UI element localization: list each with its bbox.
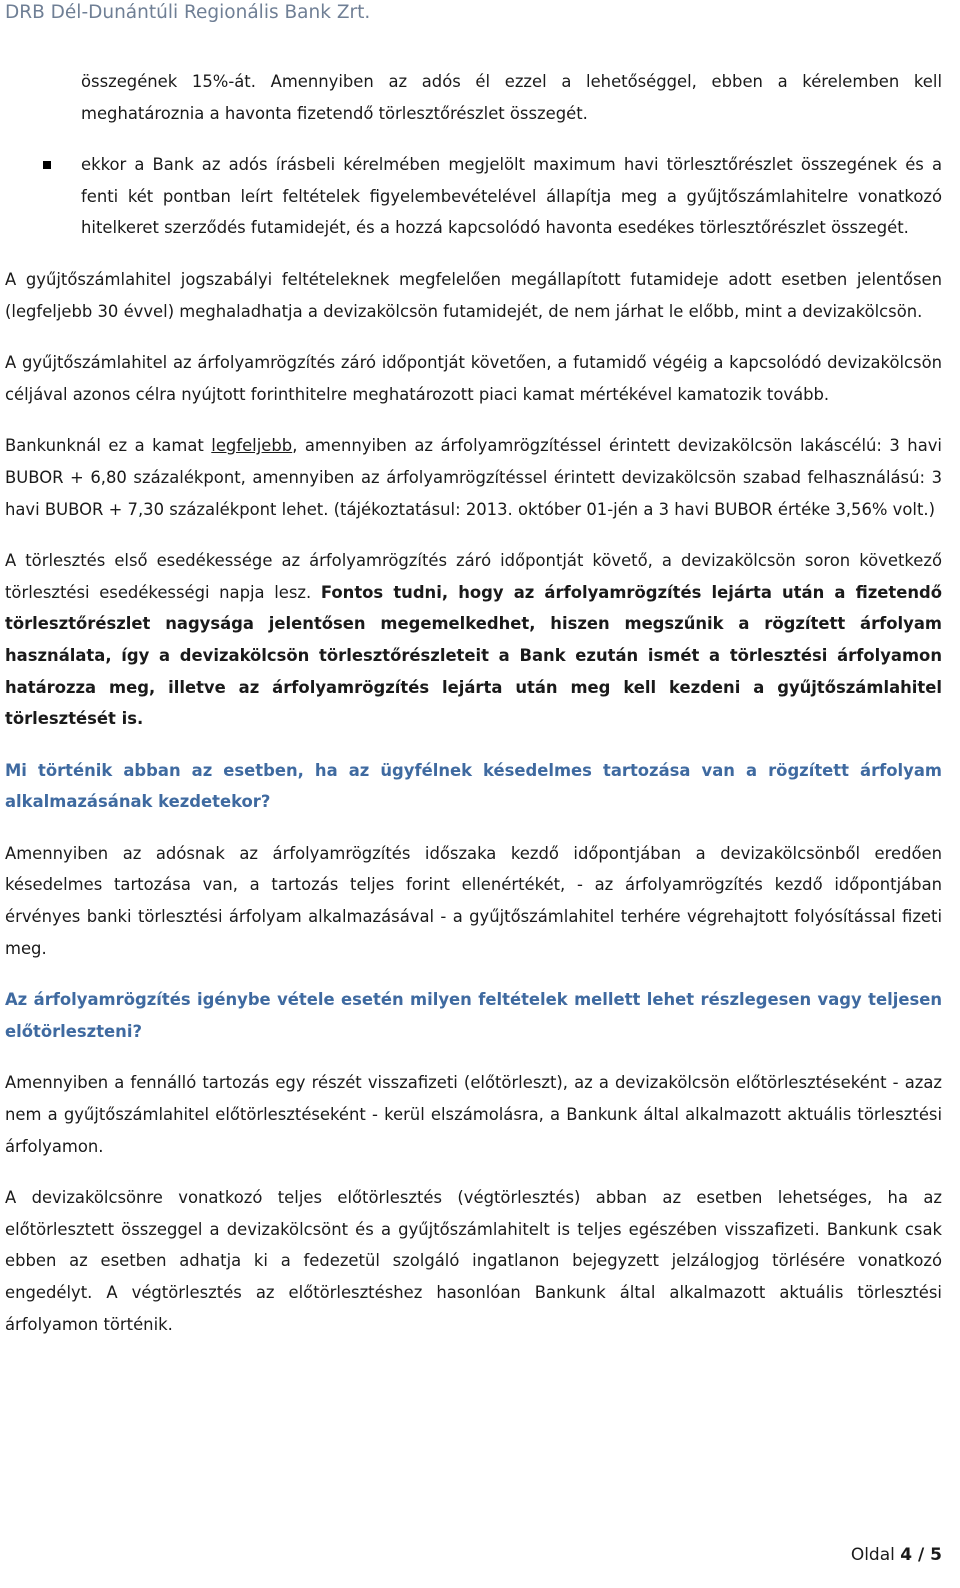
page-separator: /: [912, 1545, 931, 1565]
bullet-text: ekkor a Bank az adós írásbeli kérelmében megjelölt maximum havi törlesztőrészlet összegének és a fenti két pontban leírt feltételek figyelembevételével állapítja meg a gyűjtőszámlahitelre vonatkozó hitelkeret szerződés futamidejét, és a hozzá kapcsolódó havonta esedékes törlesztőrészlet összegét.: [81, 155, 942, 238]
interest-rate-text-b: , amennyiben az árfolyamrögzítéssel érintett devizakölcsön lakáscélú: 3 havi BUBOR + 6,80 százalékpont, amennyiben az árfolyamrögzítéssel érintett devizakölcsön szabad felhasználású: 3 havi BUBOR + 7,30 százalékpont lehet. (tájékoztatásul: 2013. október 01-jén a 3 havi BUBOR értéke 3,56% volt.): [5, 436, 942, 519]
paragraph-late-debt: Amennyiben az adósnak az árfolyamrögzítés időszaka kezdő időpontjában a devizakölcsönből eredően késedelmes tartozása van, a tartozás teljes forint ellenértékét, - az árfolyamrögzítés kezdő időpontjában érvényes banki törlesztési árfolyam alkalmazásával - a gyűjtőszámlahitel terhére végrehajtott folyósítással fizeti meg.: [5, 843, 942, 958]
document-header: DRB Dél-Dunántúli Regionális Bank Zrt.: [5, 2, 371, 23]
continued-paragraph: összegének 15%-át. Amennyiben az adós él ezzel a lehetőséggel, ebben a kérelemben kell meghatároznia a havonta fizetendő törlesztőrészlet összegét.: [81, 72, 942, 123]
paragraph-interest: A gyűjtőszámlahitel az árfolyamrögzítés záró időpontját követően, a futamidő végéig a kapcsolódó devizakölcsön céljával azonos célra nyújtott forinthitelre meghatározott piaci kamat mértékével kamatozik tovább.: [5, 353, 942, 404]
page-label: Oldal: [850, 1545, 901, 1565]
page-number: [851, 1545, 942, 1565]
repayment-text: A törlesztés első esedékessége az árfolyamrögzítés záró időpontját követő, a devizakölcsön soron következő törlesztési esedékességi napja lesz.: [5, 551, 942, 602]
section-heading-prepayment: Az árfolyamrögzítés igénybe vétele esetén milyen feltételek mellett lehet részlegesen vagy teljesen előtörleszteni?: [5, 990, 942, 1041]
square-bullet-icon: [43, 161, 51, 169]
paragraph-partial-prepayment: Amennyiben a fennálló tartozás egy részét visszafizeti (előtörleszt), az a devizakölcsön előtörlesztéseként - azaz nem a gyűjtőszámlahitel előtörlesztéseként - kerül elszámolásra, a Bankunk által alkalmazott aktuális törlesztési árfolyamon.: [5, 1073, 942, 1156]
total-pages: 5: [930, 1545, 942, 1565]
paragraph-full-prepayment: A devizakölcsönre vonatkozó teljes előtörlesztés (végtörlesztés) abban az esetben lehetséges, ha az előtörlesztett összeggel a devizakölcsönt és a gyűjtőszámlahitelt is teljes egészében visszafizeti. Bankunk csak ebben az esetben adhatja ki a fedezetül szolgáló ingatlanon bejegyzett jelzálogjog törlésére vonatkozó engedélyt. A végtörlesztés az előtörlesztéshez hasonlóan Bankunk által alkalmazott aktuális törlesztési árfolyamon történik.: [5, 1188, 942, 1334]
current-page: 4: [900, 1545, 913, 1565]
paragraph-interest-rate: [5, 430, 942, 525]
bullet-list-item: [5, 149, 942, 244]
underlined-term: legfeljebb: [211, 436, 293, 456]
interest-rate-text-a: Bankunknál ez a kamat: [5, 436, 212, 456]
paragraph-repayment: [5, 545, 942, 735]
document-body: [5, 66, 942, 1360]
paragraph-term-limit: A gyűjtőszámlahitel jogszabályi feltételeknek megfelelően megállapított futamideje adott esetben jelentősen (legfeljebb 30 évvel) meghaladhatja a devizakölcsön futamidejét, de nem járhat le előbb, mint a devizakölcsön.: [5, 269, 942, 321]
important-notice: Fontos tudni, hogy az árfolyamrögzítés lejárta után a fizetendő törlesztőrészlet nagysága jelentősen megemelkedhet, hiszen megszűnik a rögzített árfolyam használata, így a devizakölcsön törlesztőrészleteit a Bank ezután ismét a törlesztési árfolyamon határozza meg, illetve az árfolyamrögzítés lejárta után meg kell kezdeni a gyűjtőszámlahitel törlesztését is.: [5, 582, 942, 729]
section-heading-late-debt: Mi történik abban az esetben, ha az ügyfélnek késedelmes tartozása van a rögzített árfolyam alkalmazásának kezdetekor?: [5, 760, 942, 812]
